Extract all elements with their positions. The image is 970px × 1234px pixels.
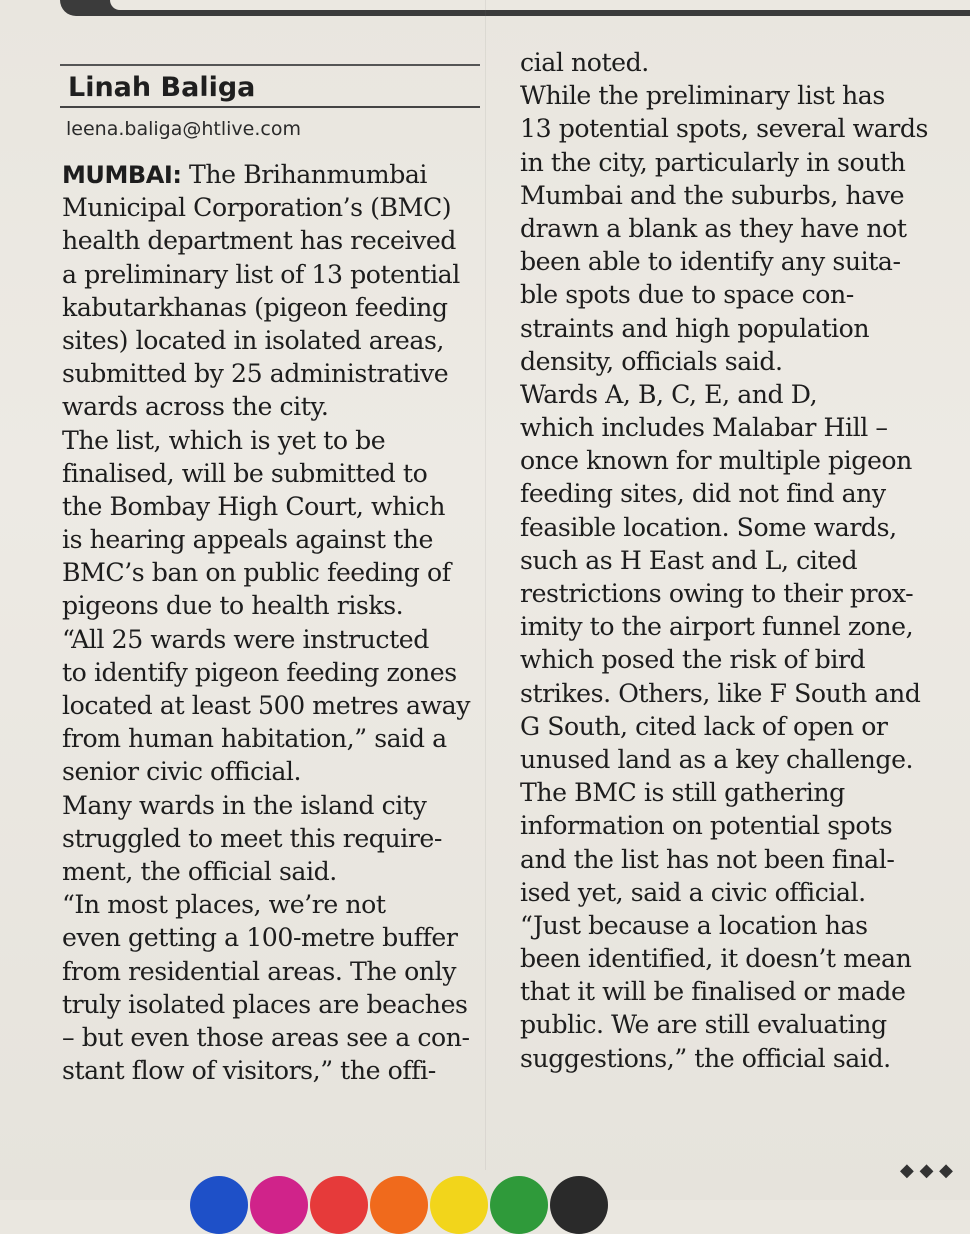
article-line: kabutarkhanas (pigeon feeding [62, 292, 448, 322]
article-line: submitted by 25 administrative [62, 359, 449, 389]
article-line: The list, which is yet to be [62, 425, 386, 455]
article-line: such as H East and L, cited [520, 545, 858, 575]
article-line: MUMBAI: The Brihanmumbai [62, 160, 428, 189]
article-line: is hearing appeals against the [62, 525, 433, 555]
article-line: imity to the airport funnel zone, [520, 612, 914, 642]
article-line: “Just because a location has [520, 910, 868, 940]
article-line: wards across the city. [62, 392, 329, 422]
article-line: Municipal Corporation’s (BMC) [62, 193, 452, 223]
article-line: ment, the official said. [62, 856, 337, 886]
article-line: once known for multiple pigeon [520, 446, 912, 476]
article-line: senior civic official. [62, 757, 302, 787]
article-line: in the city, particularly in south [520, 147, 906, 177]
article-line: density, officials said. [520, 346, 783, 376]
article-line: which posed the risk of bird [520, 645, 866, 675]
registration-dot [250, 1176, 308, 1234]
article-line: health department has received [62, 226, 456, 256]
article-line: even getting a 100-metre buffer [62, 923, 458, 953]
registration-color-bar [0, 1170, 970, 1200]
article-line: “All 25 wards were instructed [62, 624, 429, 654]
article-line: a preliminary list of 13 potential [62, 259, 460, 289]
article-line: located at least 500 metres away [62, 691, 470, 720]
article-line: suggestions,” the official said. [520, 1043, 891, 1073]
article-line: ble spots due to space con- [520, 280, 854, 310]
article-line: While the preliminary list has [520, 81, 885, 111]
top-border-inner [110, 0, 970, 10]
article-column-left [62, 158, 482, 1087]
article-line: that it will be finalised or made [520, 977, 906, 1007]
article-line: G South, cited lack of open or [520, 711, 888, 741]
article-line: Wards A, B, C, E, and D, [520, 379, 818, 409]
article-line: BMC’s ban on public feeding of [62, 558, 451, 588]
article-line: information on potential spots [520, 811, 893, 841]
article-line: public. We are still evaluating [520, 1010, 887, 1040]
registration-dot [370, 1176, 428, 1234]
article-line: and the list has not been final- [520, 844, 895, 874]
registration-dot [430, 1176, 488, 1234]
article-line: strikes. Others, like F South and [520, 678, 921, 708]
article-line: ised yet, said a civic official. [520, 877, 866, 907]
article-line: restrictions owing to their prox- [520, 579, 914, 608]
author-email: leena.baliga@htlive.com [66, 118, 301, 140]
registration-dot [550, 1176, 608, 1234]
article-line: unused land as a key challenge. [520, 744, 914, 774]
article-line: straints and high population [520, 313, 870, 343]
article-line: to identify pigeon feeding zones [62, 657, 457, 687]
article-line: struggled to meet this require- [62, 823, 442, 853]
column-gutter [485, 0, 486, 1170]
article-line: Mumbai and the suburbs, have [520, 180, 905, 210]
registration-mark-icon: ◆ ◆ ◆ [900, 1160, 953, 1181]
article-line: Many wards in the island city [62, 790, 427, 820]
article-line: from residential areas. The only [62, 956, 456, 986]
article-line: sites) located in isolated areas, [62, 325, 444, 355]
article-line: The BMC is still gathering [520, 778, 845, 808]
article-line: stant flow of visitors,” the offi- [62, 1056, 436, 1086]
article-line: feeding sites, did not find any [520, 479, 886, 509]
byline-rule-bottom [60, 106, 480, 108]
article-line: from human habitation,” said a [62, 724, 447, 754]
article-line: the Bombay High Court, which [62, 491, 445, 521]
article-line: cial noted. [520, 48, 649, 77]
article-line: drawn a blank as they have not [520, 213, 907, 243]
article-line: pigeons due to health risks. [62, 591, 404, 621]
article-line: which includes Malabar Hill – [520, 413, 888, 443]
dateline: MUMBAI: [62, 161, 182, 189]
article-line: – but even those areas see a con- [62, 1022, 470, 1052]
registration-dot [190, 1176, 248, 1234]
article-line: 13 potential spots, several wards [520, 114, 929, 144]
registration-dot [310, 1176, 368, 1234]
article-line: been able to identify any suita- [520, 247, 901, 277]
byline-rule-top [60, 64, 480, 66]
article-column-right [520, 46, 940, 1075]
author-name: Linah Baliga [68, 72, 256, 103]
article-line: been identified, it doesn’t mean [520, 944, 912, 974]
article-line: feasible location. Some wards, [520, 512, 897, 542]
article-line: finalised, will be submitted to [62, 458, 428, 488]
article-line: truly isolated places are beaches [62, 989, 468, 1019]
article-line: “In most places, we’re not [62, 890, 386, 920]
registration-dot [490, 1176, 548, 1234]
